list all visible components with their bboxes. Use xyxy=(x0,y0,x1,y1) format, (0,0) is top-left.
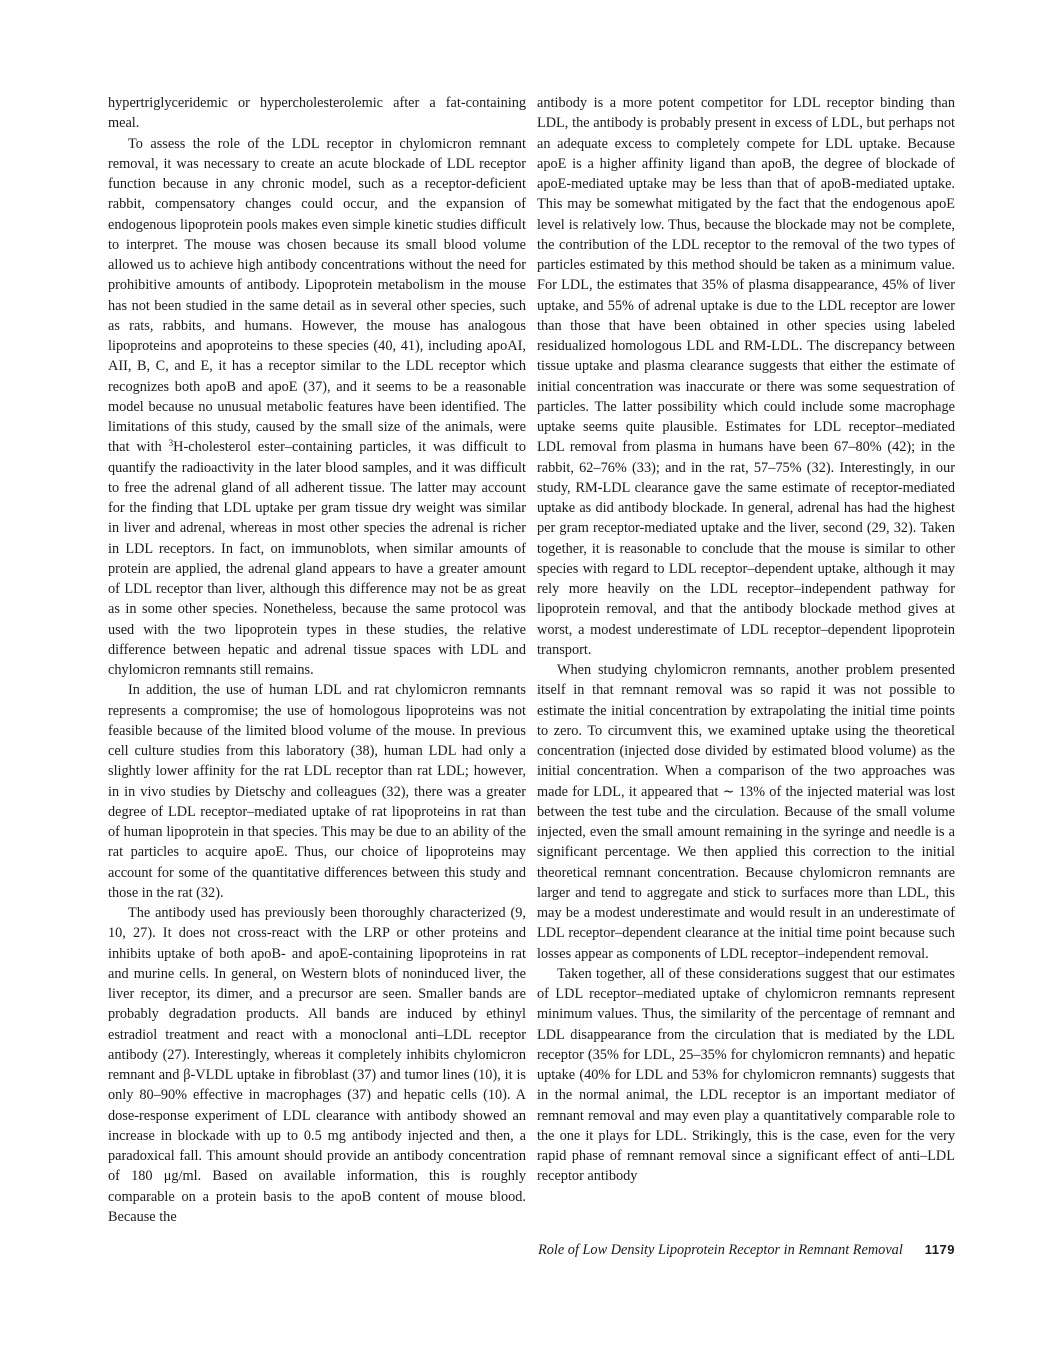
page-number: 1179 xyxy=(924,1242,955,1257)
isotope-superscript: 3 xyxy=(168,438,174,449)
paragraph-human-ldl: In addition, the use of human LDL and rat chylomicron remnants represents a compromise; the use of homologous lipoproteins was not feasible because of the limited blood volume of the mouse. In previous cell culture studies from this laboratory (38), human LDL had only a slightly lower affinity for the rat LDL receptor than rat LDL; however, in in vivo studies by Dietschy and colleagues (32), there was a greater degree of LDL receptor–mediated uptake of rat lipoproteins in rat than of human lipoprotein in that species. This may be due to an ability of the rat particles to acquire apoE. Thus, our choice of lipoproteins may account for some of the quantitative differences between this study and those in the rat (32). xyxy=(108,682,526,901)
paragraph-antibody: The antibody used has previously been thoroughly characterized (9, 10, 27). It does not cross-react with the LRP or other proteins and inhibits uptake of both apoB- and apoE-containing lipoproteins in rat and murine cells. In general, on Western blots of noninduced liver, the liver receptor, its dimer, and a precursor are seen. Smaller bands are probably degradation products. All bands are induced by ethinyl estradiol treatment and react with a monoclonal anti–LDL receptor antibody (27). Interestingly, whereas it completely inhibits chylomicron remnant and β-VLDL uptake in fibroblast (37) and tumor lines (10), it is only 80–90% effective in macrophages (37) and hepatic cells (10). A dose-response experiment of LDL clearance with antibody showed an increase in blockade with up to 0.5 mg antibody injected and then, a paradoxical fall. This amount should provide an antibody concentration of 180 μg/ml. Based on available information, this is roughly comparable on a protein basis to the apoB content of mouse blood. Because the xyxy=(108,905,526,1225)
left-column xyxy=(108,93,526,1227)
paragraph-continuation: hypertriglyceridemic or hypercholesterolemic after a fat-containing meal. xyxy=(108,95,526,132)
paragraph-text: To assess the role of the LDL receptor in chylomicron remnant removal, it was necessary to create an acute blockade of LDL receptor function because in any chronic model, such as a receptor-deficient rabbit, compensatory changes could occur, and the expansion of endogenous lipoprotein pools makes even simple kinetic studies difficult to interpret. The mouse was chosen because its small blood volume allowed us to achieve high antibody concentrations without the need for prohibitive amounts of antibody. Lipoprotein metabolism in the mouse has not been studied in the same detail as in several other species, such as rats, rabbits, and humans. However, the mouse has analogous lipoproteins and apoproteins to these species (40, 41), including apoAI, AII, B, C, and E, it has a receptor similar to the LDL receptor which recognizes both apoB and apoE (37), and it seems to be a reasonable model because no unusual metabolic features have been identified. The limitations of this study, caused by the small size of the animals, were that with xyxy=(108,135,526,456)
right-column xyxy=(537,93,955,1187)
paragraph-ldl-receptor-blockade xyxy=(108,134,526,681)
paragraph-continuation: antibody is a more potent competitor for LDL receptor binding than LDL, the antibody is probably present in excess of LDL, but perhaps not an adequate excess to completely compete for LDL uptake. Because apoE is a higher affinity ligand than apoB, the degree of blockade of apoE-mediated uptake may be less than that of apoB-mediated uptake. This may be somewhat mitigated by the fact that the endogenous apoE level is relatively low. Thus, because the blockade may not be complete, the contribution of the LDL receptor to the removal of the two types of particles estimated by this method should be taken as a minimum value. For LDL, the estimates that 35% of plasma disappearance, 45% of liver uptake, and 55% of adrenal uptake is due to the LDL receptor are lower than those that have been obtained in other species using labeled residualized homologous LDL and RM-LDL. The discrepancy between tissue uptake and plasma clearance suggests that either the estimate of initial concentration was inaccurate or there was some sequestration of particles. The latter possibility which could include some macrophage uptake seems quite plausible. Estimates for LDL receptor–mediated LDL removal from plasma in humans have been 67–80% (42); in the rabbit, 62–76% (33); and in the rat, 57–75% (32). Interestingly, in our study, RM-LDL clearance gave the same estimate of receptor-mediated uptake as did antibody blockade. In general, adrenal has had the highest per gram receptor-mediated uptake and the liver, second (29, 32). Taken together, it is reasonable to conclude that the mouse is similar to other species with regard to LDL receptor–dependent uptake, although it may rely more heavily on the LDL receptor–independent pathway for lipoprotein removal, and that the antibody blockade method gives at worst, a modest underestimate of LDL receptor–dependent lipoprotein transport. xyxy=(537,95,955,658)
paragraph-conclusion: Taken together, all of these considerations suggest that our estimates of LDL receptor–mediated uptake of chylomicron remnants represent minimum values. Thus, the similarity of the percentage of remnant and LDL disappearance from the circulation that is mediated by the LDL receptor (35% for LDL, 25–35% for chylomicron remnants) and hepatic uptake (40% for LDL and 53% for chylomicron remnants) suggests that in the normal animal, the LDL receptor is an important mediator of remnant removal and may even play a quantitatively comparable role to the one it plays for LDL. Strikingly, this is the case, even for the very rapid phase of remnant removal since a significant effect of anti–LDL receptor antibody xyxy=(537,965,955,1185)
page-footer xyxy=(537,1240,955,1260)
running-title: Role of Low Density Lipoprotein Receptor in Remnant Removal xyxy=(538,1242,903,1258)
paragraph-text: H-cholesterol ester–containing particles, it was difficult to quantify the radioactivity in the later blood samples, and it was difficult to free the adrenal gland of all adherent tissue. The latter may account for the finding that LDL uptake per gram tissue dry weight was similar in liver and adrenal, whereas in most other species the adrenal is richer in LDL receptors. In fact, on immunoblots, when similar amounts of protein are applied, the adrenal gland appears to have a greater amount of LDL receptor than liver, although this difference may not be as great as in some other species. Nonetheless, because the same protocol was used with the two lipoprotein types in these studies, the relative difference between hepatic and adrenal tissue spaces with LDL and chylomicron remnants still remains. xyxy=(108,439,526,678)
paragraph-chylomicron-remnants: When studying chylomicron remnants, another problem presented itself in that remnant removal was so rapid it was not possible to estimate the initial concentration by extrapolating the initial time points to zero. To circumvent this, we examined uptake using the theoretical concentration (injected dose divided by estimated blood volume) as the initial concentration. When a comparison of the two approaches was made for LDL, it appeared that ∼ 13% of the injected material was lost between the test tube and the circulation. Because of the small volume injected, even the small amount remaining in the syringe and needle is a significant percentage. We then applied this correction to the initial theoretical remnant concentration. Because chylomicron remnants are larger and tend to aggregate and stick to surfaces more than LDL, this may be a modest underestimate and would result in an underestimate of LDL receptor–dependent clearance at the initial time point because such losses appear as components of LDL receptor–independent removal. xyxy=(537,662,955,962)
